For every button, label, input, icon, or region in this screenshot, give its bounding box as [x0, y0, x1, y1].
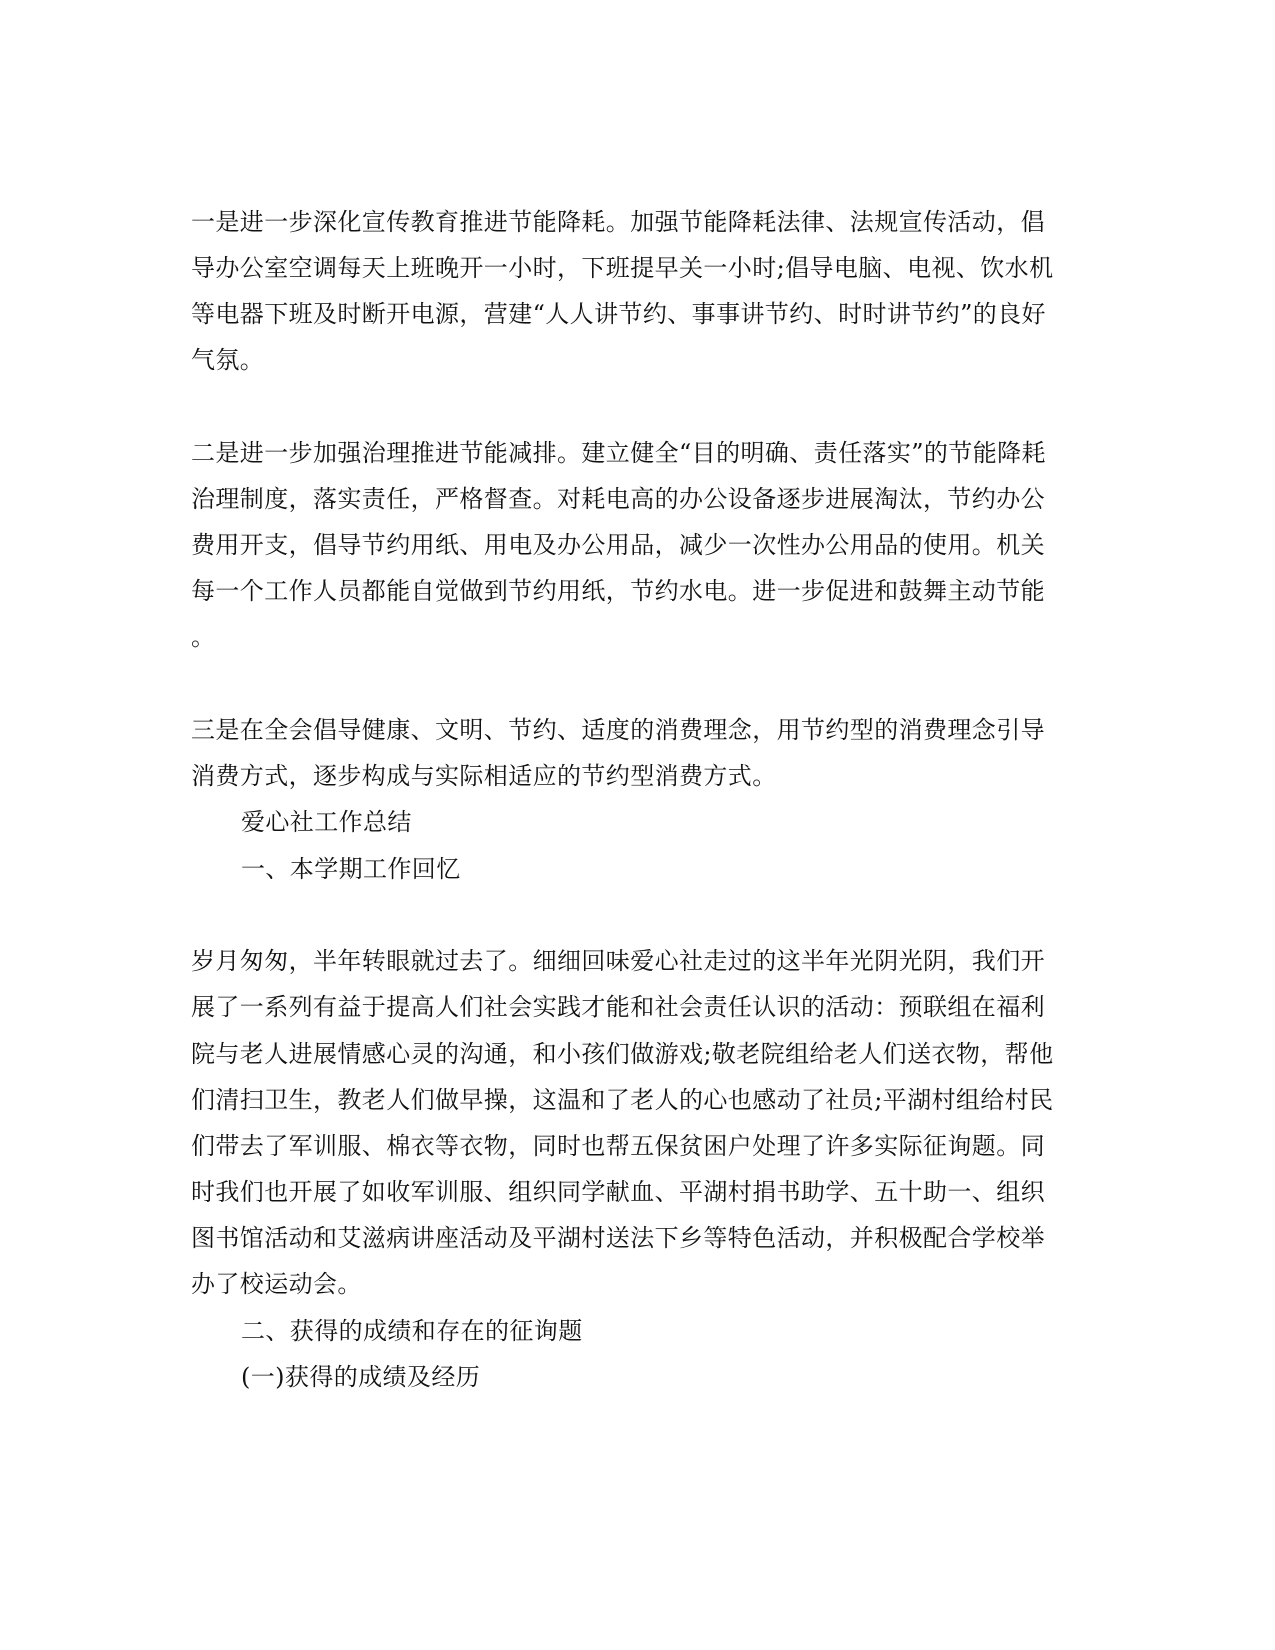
paragraph-1-line-1: 一是进一步深化宣传教育推进节能降耗。加强节能降耗法律、法规宣传活动，倡 — [191, 208, 1045, 236]
paragraph-4-line-3: 院与老人进展情感心灵的沟通，和小孩们做游戏;敬老院组给老人们送衣物，帮他 — [191, 1040, 1054, 1068]
paragraph-2-line-5: 。 — [191, 623, 216, 651]
paragraph-3-line-1: 三是在全会倡导健康、文明、节约、适度的消费理念，用节约型的消费理念引导 — [191, 716, 1045, 744]
paragraph-4-line-8: 办了校运动会。 — [191, 1270, 362, 1298]
paragraph-4-line-5: 们带去了军训服、棉衣等衣物，同时也帮五保贫困户处理了许多实际征询题。同 — [191, 1132, 1045, 1160]
paragraph-1-line-2: 导办公室空调每天上班晚开一小时，下班提早关一小时;倡导电脑、电视、饮水机 — [191, 254, 1054, 282]
paragraph-2-line-2: 治理制度，落实责任，严格督查。对耗电高的办公设备逐步进展淘汰，节约办公 — [191, 485, 1045, 513]
heading-review: 一、本学期工作回忆 — [241, 855, 461, 883]
paragraph-4-line-4: 们清扫卫生，教老人们做早操，这温和了老人的心也感动了社员;平湖村组给村民 — [191, 1086, 1054, 1114]
paragraph-4-line-1: 岁月匆匆，半年转眼就过去了。细细回味爱心社走过的这半年光阴光阴，我们开 — [191, 947, 1045, 975]
paragraph-1-line-4: 气氛。 — [191, 346, 265, 374]
paragraph-1-line-3: 等电器下班及时断开电源，营建“人人讲节约、事事讲节约、时时讲节约”的良好 — [191, 300, 1046, 328]
paragraph-2-line-4: 每一个工作人员都能自觉做到节约用纸，节约水电。进一步促进和鼓舞主动节能 — [191, 577, 1045, 605]
paragraph-2-line-3: 费用开支，倡导节约用纸、用电及办公用品，减少一次性办公用品的使用。机关 — [191, 531, 1045, 559]
paragraph-4-line-2: 展了一系列有益于提高人们社会实践才能和社会责任认识的活动：预联组在福利 — [191, 993, 1045, 1021]
paragraph-4-line-6: 时我们也开展了如收军训服、组织同学献血、平湖村捐书助学、五十助一、组织 — [191, 1178, 1045, 1206]
paragraph-2-line-1: 二是进一步加强治理推进节能减排。建立健全“目的明确、责任落实”的节能降耗 — [191, 439, 1046, 467]
section-title: 爱心社工作总结 — [241, 808, 412, 836]
paragraph-3-line-2: 消费方式，逐步构成与实际相适应的节约型消费方式。 — [191, 762, 777, 790]
heading-achievements-issues: 二、获得的成绩和存在的征询题 — [241, 1317, 583, 1345]
paragraph-4-line-7: 图书馆活动和艾滋病讲座活动及平湖村送法下乡等特色活动，并积极配合学校举 — [191, 1224, 1045, 1252]
subheading-achievements: (一)获得的成绩及经历 — [241, 1363, 481, 1391]
